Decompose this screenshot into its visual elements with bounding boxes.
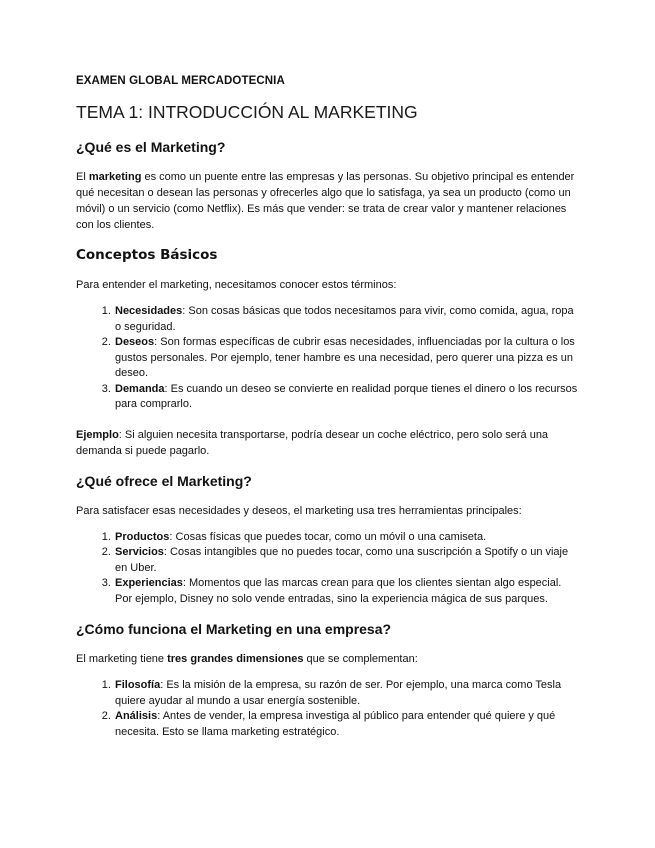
list-item-term: Necesidades xyxy=(115,305,183,317)
list-item-term: Productos xyxy=(115,530,170,543)
paragraph-conceptos-intro: Para entender el marketing, necesitamos conocer estos términos: xyxy=(76,279,397,291)
list-item-text: : Cosas físicas que puedes tocar, como un móvil o una camiseta. xyxy=(169,530,487,543)
list-item xyxy=(114,335,579,382)
bold-term: marketing xyxy=(88,171,142,183)
list-item-text: : Cosas intangibles que no puedes tocar, como una suscripción a Spotify o un viaje en Uber. xyxy=(115,546,569,574)
list-item-term: Servicios xyxy=(115,546,164,558)
exam-title: EXAMEN GLOBAL MERCADOTECNIA xyxy=(76,75,285,87)
list-item xyxy=(114,678,579,709)
paragraph-definicion xyxy=(76,169,579,233)
text: que se complementan: xyxy=(303,653,418,665)
list-item-text: : Son cosas básicas que todos necesitamos para vivir, como comida, agua, ropa o seguridad. xyxy=(115,305,574,333)
text: El xyxy=(76,171,89,183)
list-item-text: : Momentos que las marcas crean para que los clientes sientan algo especial. Por ejemplo, Disney no solo vende entradas, sino la experiencia mágica de sus parques. xyxy=(115,577,562,605)
text: es como un puente entre las empresas y las personas. Su objetivo principal es entender qué necesitan o desean las personas y ofrecerles algo que lo satisfaga, ya sea un producto (como un móvil) o un servicio (como Netflix). Es más que vender: se trata de crear valor y mantener relaciones con los clientes. xyxy=(76,171,575,231)
list-item xyxy=(114,382,579,413)
heading-conceptos-basicos: Conceptos Básicos xyxy=(76,247,218,263)
topic-title: TEMA 1: INTRODUCCIÓN AL MARKETING xyxy=(76,102,418,122)
list-item-text: : Antes de vender, la empresa investiga al público para entender qué quiere y qué necesita. Esto se llama marketing estratégico. xyxy=(115,710,556,738)
heading-que-es-marketing: ¿Qué es el Marketing? xyxy=(76,139,226,155)
list-item-term: Experiencias xyxy=(115,577,183,589)
list-item xyxy=(114,545,579,576)
heading-que-ofrece-marketing: ¿Qué ofrece el Marketing? xyxy=(76,472,252,489)
list-item xyxy=(114,576,579,607)
list-conceptos xyxy=(76,304,579,413)
heading-como-funciona: ¿Cómo funciona el Marketing en una empresa? xyxy=(76,621,392,637)
list-item-term: Deseos xyxy=(115,336,155,348)
list-dimensiones xyxy=(76,678,579,740)
list-item-text: : Son formas específicas de cubrir esas necesidades, influenciadas por la cultura o los gustos personales. Por ejemplo, tener hambre es una necesidad, pero querer una pizza es un deseo. xyxy=(115,336,575,379)
text: : Si alguien necesita transportarse, podría desear un coche eléctrico, pero solo será una demanda si puede pagarlo. xyxy=(76,428,549,457)
list-item xyxy=(114,530,579,546)
paragraph-ejemplo xyxy=(76,427,579,459)
bold-term: Ejemplo xyxy=(76,428,119,441)
list-item-text: : Es cuando un deseo se convierte en realidad porque tienes el dinero o los recursos para comprarlo. xyxy=(115,382,578,410)
list-item-term: Filosofía xyxy=(115,679,161,691)
list-item-text: : Es la misión de la empresa, su razón de ser. Por ejemplo, una marca como Tesla quiere ayudar al mundo a usar energía sostenible. xyxy=(115,679,562,707)
list-herramientas xyxy=(76,530,579,608)
list-item-term: Análisis xyxy=(115,710,158,722)
bold-term: tres grandes dimensiones xyxy=(167,653,304,665)
list-item xyxy=(114,709,579,740)
paragraph-funciona-intro xyxy=(76,651,579,667)
text: El marketing tiene xyxy=(76,653,168,665)
list-item xyxy=(114,304,579,335)
list-item-term: Demanda xyxy=(115,382,165,395)
paragraph-ofrece-intro: Para satisfacer esas necesidades y deseos, el marketing usa tres herramientas principales: xyxy=(76,504,522,517)
